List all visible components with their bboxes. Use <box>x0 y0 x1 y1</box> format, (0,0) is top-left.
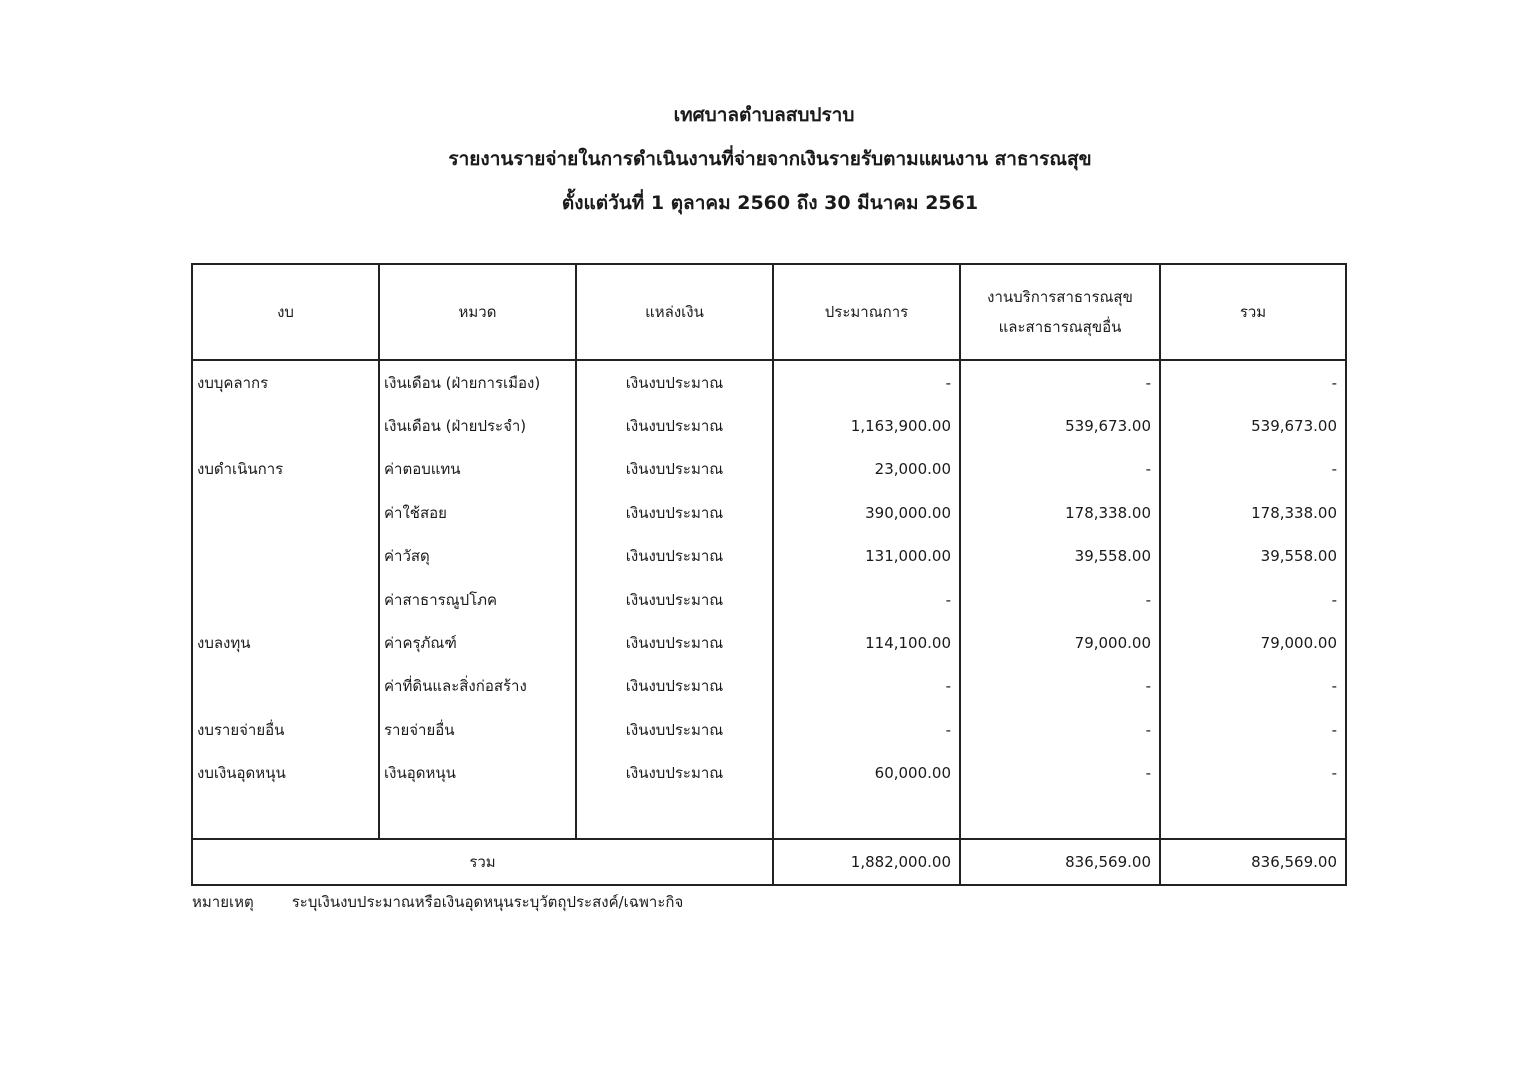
cell-estimate: 114,100.00 <box>773 621 960 664</box>
col-header-service-line1: งานบริการสาธารณสุข <box>987 288 1133 306</box>
cell-source: เงินงบประมาณ <box>576 708 773 751</box>
table-row <box>192 360 1346 404</box>
total-estimate: 1,882,000.00 <box>773 839 960 884</box>
cell-source: เงินงบประมาณ <box>576 752 773 795</box>
footnote <box>192 890 683 914</box>
cell-category: เงินอุดหนุน <box>379 752 576 795</box>
cell-total: 178,338.00 <box>1160 491 1346 534</box>
cell-category: ค่าที่ดินและสิ่งก่อสร้าง <box>379 665 576 708</box>
col-header-category: หมวด <box>379 264 576 360</box>
cell-group <box>192 404 379 447</box>
cell-estimate: - <box>773 708 960 751</box>
cell-service: 39,558.00 <box>960 535 1160 578</box>
cell-estimate: 60,000.00 <box>773 752 960 795</box>
cell-source: เงินงบประมาณ <box>576 360 773 404</box>
cell-estimate: 1,163,900.00 <box>773 404 960 447</box>
cell-source: เงินงบประมาณ <box>576 535 773 578</box>
cell-estimate: - <box>773 578 960 621</box>
cell-estimate: - <box>773 665 960 708</box>
cell-group <box>192 535 379 578</box>
cell-estimate: 390,000.00 <box>773 491 960 534</box>
cell-service: - <box>960 578 1160 621</box>
col-header-total: รวม <box>1160 264 1346 360</box>
table-row <box>192 448 1346 491</box>
col-header-service <box>960 264 1160 360</box>
table-row <box>192 665 1346 708</box>
cell-group: งบลงทุน <box>192 621 379 664</box>
cell-category: ค่าครุภัณฑ์ <box>379 621 576 664</box>
cell-group <box>192 578 379 621</box>
cell-service: - <box>960 708 1160 751</box>
total-total: 836,569.00 <box>1160 839 1346 884</box>
cell-group <box>192 665 379 708</box>
table-total-row <box>192 839 1346 884</box>
cell-total: - <box>1160 665 1346 708</box>
table-row <box>192 404 1346 447</box>
table-row <box>192 752 1346 795</box>
cell-category: เงินเดือน (ฝ่ายประจำ) <box>379 404 576 447</box>
cell-source: เงินงบประมาณ <box>576 404 773 447</box>
cell-total: - <box>1160 360 1346 404</box>
report-period: ตั้งแต่วันที่ 1 ตุลาคม 2560 ถึง 30 มีนาคม 2561 <box>561 192 979 214</box>
cell-category: รายจ่ายอื่น <box>379 708 576 751</box>
cell-group: งบบุคลากร <box>192 360 379 404</box>
table-row <box>192 491 1346 534</box>
col-header-group: งบ <box>192 264 379 360</box>
cell-total: - <box>1160 578 1346 621</box>
cell-group <box>192 491 379 534</box>
cell-category: ค่าตอบแทน <box>379 448 576 491</box>
cell-estimate: 131,000.00 <box>773 535 960 578</box>
table-header-row <box>192 264 1346 360</box>
total-label: รวม <box>192 839 773 884</box>
cell-category: เงินเดือน (ฝ่ายการเมือง) <box>379 360 576 404</box>
cell-service: - <box>960 360 1160 404</box>
report-title: รายงานรายจ่ายในการดำเนินงานที่จ่ายจากเงินรายรับตามแผนงาน สาธารณสุข <box>448 148 1092 170</box>
footnote-text: ระบุเงินงบประมาณหรือเงินอุดหนุนระบุวัตถุประสงค์/เฉพาะกิจ <box>291 893 684 911</box>
table-row <box>192 708 1346 751</box>
cell-source: เงินงบประมาณ <box>576 448 773 491</box>
cell-group: งบเงินอุดหนุน <box>192 752 379 795</box>
cell-service: 178,338.00 <box>960 491 1160 534</box>
col-header-service-line2: และสาธารณสุขอื่น <box>998 318 1122 336</box>
total-service: 836,569.00 <box>960 839 1160 884</box>
col-header-source: แหล่งเงิน <box>576 264 773 360</box>
cell-total: - <box>1160 708 1346 751</box>
table-row <box>192 578 1346 621</box>
table-row <box>192 535 1346 578</box>
cell-category: ค่าวัสดุ <box>379 535 576 578</box>
cell-service: - <box>960 665 1160 708</box>
col-header-estimate: ประมาณการ <box>773 264 960 360</box>
cell-source: เงินงบประมาณ <box>576 665 773 708</box>
cell-service: - <box>960 448 1160 491</box>
cell-total: - <box>1160 752 1346 795</box>
cell-source: เงินงบประมาณ <box>576 491 773 534</box>
cell-category: ค่าสาธารณูปโภค <box>379 578 576 621</box>
cell-service: 79,000.00 <box>960 621 1160 664</box>
cell-group: งบดำเนินการ <box>192 448 379 491</box>
cell-category: ค่าใช้สอย <box>379 491 576 534</box>
cell-source: เงินงบประมาณ <box>576 578 773 621</box>
footnote-label: หมายเหตุ <box>192 893 254 911</box>
cell-group: งบรายจ่ายอื่น <box>192 708 379 751</box>
table-row <box>192 621 1346 664</box>
org-name: เทศบาลตำบลสบปราบ <box>673 104 855 126</box>
table-spacer-row <box>192 795 1346 839</box>
cell-total: 539,673.00 <box>1160 404 1346 447</box>
cell-total: 39,558.00 <box>1160 535 1346 578</box>
expense-table <box>191 263 1347 886</box>
cell-total: 79,000.00 <box>1160 621 1346 664</box>
cell-total: - <box>1160 448 1346 491</box>
cell-estimate: - <box>773 360 960 404</box>
cell-service: 539,673.00 <box>960 404 1160 447</box>
cell-estimate: 23,000.00 <box>773 448 960 491</box>
cell-service: - <box>960 752 1160 795</box>
cell-source: เงินงบประมาณ <box>576 621 773 664</box>
